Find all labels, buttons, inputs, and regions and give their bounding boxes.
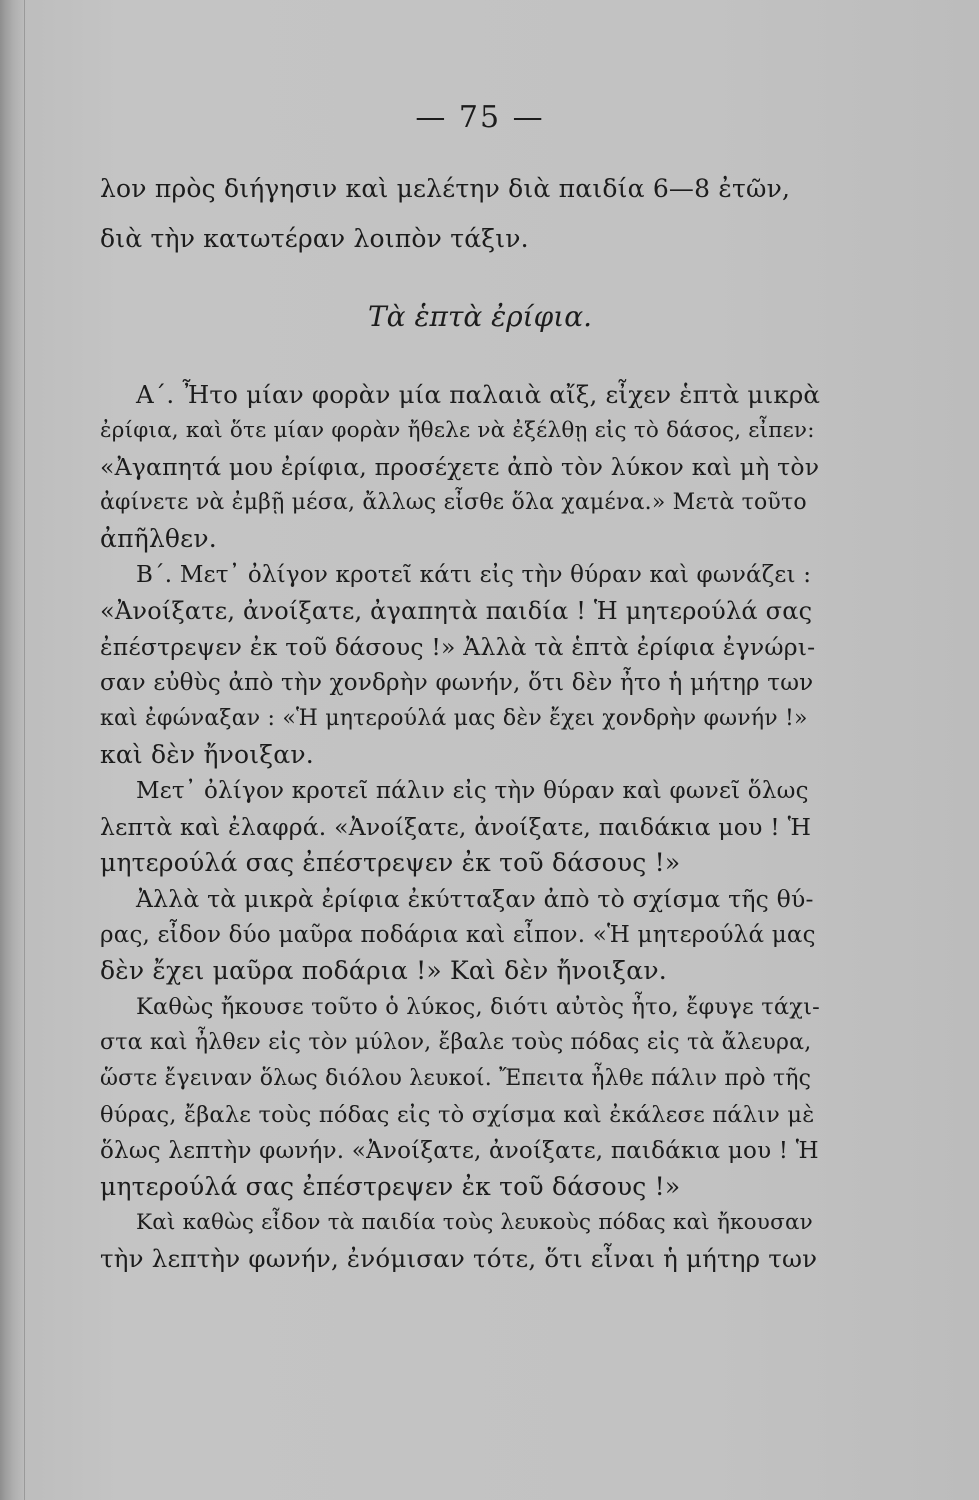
text-line: Ἀλλὰ τὰ μικρὰ ἐρίφια ἐκύτταξαν ἀπὸ τὸ σχίσμα τῆς θύ- — [136, 885, 814, 913]
text-line: Μετ᾽ ὀλίγον κροτεῖ πάλιν εἰς τὴν θύραν καὶ φωνεῖ ὅλως — [136, 778, 809, 804]
text-line: λεπτὰ καὶ ἐλαφρά. «Ἀνοίξατε, ἀνοίξατε, παιδάκια μου ! Ἡ — [100, 813, 812, 841]
text-line: Καὶ καθὼς εἶδον τὰ παιδία τοὺς λευκοὺς πόδας καὶ ἤκουσαν — [136, 1210, 813, 1235]
text-line: καὶ δὲν ἤνοιξαν. — [100, 740, 314, 769]
page-number: — 75 — — [415, 100, 545, 135]
text-line: μητερούλά σας ἐπέστρεψεν ἐκ τοῦ δάσους !» — [100, 848, 681, 877]
intro-line: λον πρὸς διήγησιν καὶ μελέτην διὰ παιδία 6—8 ἐτῶν, — [100, 174, 791, 203]
text-line: σαν εὐθὺς ἀπὸ τὴν χονδρὴν φωνήν, ὅτι δὲν ἦτο ἡ μήτηρ των — [100, 670, 814, 696]
text-line: ἀφίνετε νὰ ἐμβῇ μέσα, ἄλλως εἶσθε ὅλα χαμένα.» Μετὰ τοῦτο — [100, 490, 807, 515]
text-line: ὥστε ἔγειναν ὅλως διόλου λευκοί. Ἔπειτα ἦλθε πάλιν πρὸ τῆς — [100, 1066, 812, 1091]
text-line: θύρας, ἔβαλε τοὺς πόδας εἰς τὸ σχίσμα καὶ ἐκάλεσε πάλιν μὲ — [100, 1102, 815, 1128]
text-line: μητερούλά σας ἐπέστρεψεν ἐκ τοῦ δάσους !» — [100, 1172, 681, 1201]
text-line: ἀπῆλθεν. — [100, 524, 217, 553]
intro-line: διὰ τὴν κατωτέραν λοιπὸν τάξιν. — [100, 224, 529, 253]
section-title: Τὰ ἑπτὰ ἐρίφια. — [367, 300, 593, 333]
book-binding-edge — [0, 0, 25, 1500]
text-line: ἐρίφια, καὶ ὅτε μίαν φορὰν ἤθελε νὰ ἐξέλθῃ εἰς τὸ δάσος, εἶπεν: — [100, 418, 815, 443]
text-line: «Ἀγαπητά μου ἐρίφια, προσέχετε ἀπὸ τὸν λύκον καὶ μὴ τὸν — [100, 453, 820, 481]
text-line: «Ἀνοίξατε, ἀνοίξατε, ἀγαπητὰ παιδία ! Ἡ μητερούλά σας — [100, 597, 813, 625]
text-line: Β΄. Μετ᾽ ὀλίγον κροτεῖ κάτι εἰς τὴν θύραν καὶ φωνάζει : — [136, 562, 812, 588]
text-line: καὶ ἐφώναξαν : «Ἡ μητερούλά μας δὲν ἔχει χονδρὴν φωνήν !» — [100, 706, 808, 731]
text-line: ρας, εἶδον δύο μαῦρα ποδάρια καὶ εἶπον. «Ἡ μητερούλά μας — [100, 922, 816, 948]
text-line: Α΄. Ἦτο μίαν φορὰν μία παλαιὰ αἴξ, εἶχεν ἑπτὰ μικρὰ — [136, 380, 821, 409]
text-line: Καθὼς ἤκουσε τοῦτο ὁ λύκος, διότι αὐτὸς ἦτο, ἔφυγε τάχι- — [136, 994, 820, 1020]
text-line: στα καὶ ἦλθεν εἰς τὸν μύλον, ἔβαλε τοὺς πόδας εἰς τὰ ἄλευρα, — [100, 1030, 812, 1055]
text-line: δὲν ἔχει μαῦρα ποδάρια !» Καὶ δὲν ἤνοιξαν. — [100, 956, 667, 985]
text-line: ἐπέστρεψεν ἐκ τοῦ δάσους !» Ἀλλὰ τὰ ἑπτὰ ἐρίφια ἐγνώρι- — [100, 633, 816, 661]
text-line: τὴν λεπτὴν φωνήν, ἐνόμισαν τότε, ὅτι εἶναι ἡ μήτηρ των — [100, 1244, 818, 1273]
text-line: ὅλως λεπτὴν φωνήν. «Ἀνοίξατε, ἀνοίξατε, παιδάκια μου ! Ἡ — [100, 1138, 819, 1164]
book-page — [100, 0, 860, 1500]
